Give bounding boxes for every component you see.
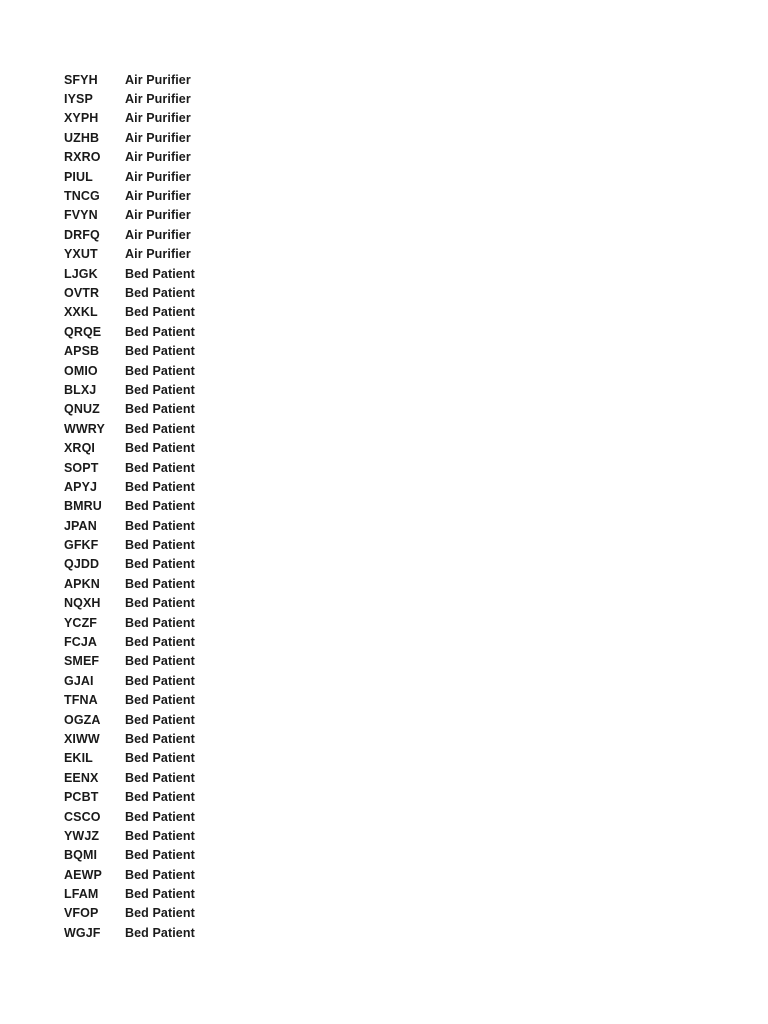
- item-category: Bed Patient: [125, 906, 195, 921]
- item-code: IYSP: [64, 92, 93, 107]
- item-code: SOPT: [64, 460, 99, 475]
- list-item: [64, 710, 195, 729]
- item-code: OGZA: [64, 712, 101, 727]
- item-category: Bed Patient: [125, 770, 195, 785]
- list-item: [64, 904, 195, 923]
- list-item: [64, 516, 195, 535]
- list-item: [64, 729, 195, 748]
- list-item: [64, 419, 195, 438]
- item-code: CSCO: [64, 809, 101, 824]
- item-category: Bed Patient: [125, 809, 195, 824]
- item-category: Bed Patient: [125, 479, 195, 494]
- item-code: QNUZ: [64, 402, 100, 417]
- list-item: [64, 632, 195, 651]
- item-category: Bed Patient: [125, 305, 195, 320]
- item-code: BLXJ: [64, 382, 97, 397]
- list-item: [64, 361, 195, 380]
- list-item: [64, 70, 195, 89]
- item-category: Bed Patient: [125, 576, 195, 591]
- item-category: Bed Patient: [125, 867, 195, 882]
- item-code: XRQI: [64, 441, 95, 456]
- item-list: [64, 70, 195, 943]
- list-item: [64, 322, 195, 341]
- item-category: Bed Patient: [125, 925, 195, 940]
- item-category: Bed Patient: [125, 596, 195, 611]
- item-category: Bed Patient: [125, 693, 195, 708]
- item-code: APKN: [64, 576, 100, 591]
- item-category: Bed Patient: [125, 518, 195, 533]
- item-code: YXUT: [64, 247, 98, 262]
- list-item: [64, 186, 195, 205]
- item-code: OMIO: [64, 363, 98, 378]
- item-code: VFOP: [64, 906, 99, 921]
- list-item: [64, 497, 195, 516]
- item-code: PCBT: [64, 790, 99, 805]
- item-category: Air Purifier: [125, 227, 191, 242]
- item-category: Air Purifier: [125, 208, 191, 223]
- item-category: Bed Patient: [125, 635, 195, 650]
- item-code: BMRU: [64, 499, 102, 514]
- list-item: [64, 749, 195, 768]
- item-code: WWRY: [64, 421, 105, 436]
- item-code: EKIL: [64, 751, 93, 766]
- item-code: YCZF: [64, 615, 98, 630]
- list-item: [64, 341, 195, 360]
- list-item: [64, 923, 195, 942]
- item-category: Bed Patient: [125, 790, 195, 805]
- item-category: Bed Patient: [125, 363, 195, 378]
- list-item: [64, 245, 195, 264]
- list-item: [64, 671, 195, 690]
- item-code: TNCG: [64, 189, 100, 204]
- item-category: Bed Patient: [125, 266, 195, 281]
- item-code: DRFQ: [64, 227, 100, 242]
- item-category: Air Purifier: [125, 111, 191, 126]
- item-code: PIUL: [64, 169, 93, 184]
- list-item: [64, 477, 195, 496]
- item-code: SMEF: [64, 654, 100, 669]
- item-category: Air Purifier: [125, 189, 191, 204]
- item-category: Bed Patient: [125, 499, 195, 514]
- item-code: AEWP: [64, 867, 102, 882]
- item-code: LJGK: [64, 266, 98, 281]
- item-category: Bed Patient: [125, 344, 195, 359]
- list-item: [64, 400, 195, 419]
- list-item: [64, 807, 195, 826]
- list-item: [64, 264, 195, 283]
- list-item: [64, 884, 195, 903]
- item-code: BQMI: [64, 848, 98, 863]
- item-code: JPAN: [64, 518, 97, 533]
- item-category: Bed Patient: [125, 848, 195, 863]
- list-item: [64, 865, 195, 884]
- item-category: Bed Patient: [125, 673, 195, 688]
- item-code: APSB: [64, 344, 100, 359]
- item-category: Bed Patient: [125, 654, 195, 669]
- item-category: Bed Patient: [125, 441, 195, 456]
- item-category: Bed Patient: [125, 382, 195, 397]
- list-item: [64, 128, 195, 147]
- item-code: YWJZ: [64, 828, 100, 843]
- list-item: [64, 109, 195, 128]
- list-item: [64, 167, 195, 186]
- item-category: Bed Patient: [125, 538, 195, 553]
- item-code: SFYH: [64, 72, 98, 87]
- item-category: Air Purifier: [125, 169, 191, 184]
- item-category: Bed Patient: [125, 828, 195, 843]
- list-item: [64, 148, 195, 167]
- item-code: XXKL: [64, 305, 98, 320]
- item-code: WGJF: [64, 925, 101, 940]
- list-item: [64, 283, 195, 302]
- list-item: [64, 652, 195, 671]
- item-code: NQXH: [64, 596, 101, 611]
- item-code: APYJ: [64, 479, 98, 494]
- list-item: [64, 787, 195, 806]
- item-code: EENX: [64, 770, 99, 785]
- item-code: XYPH: [64, 111, 99, 126]
- list-item: [64, 380, 195, 399]
- item-code: LFAM: [64, 887, 99, 902]
- list-item: [64, 826, 195, 845]
- item-category: Air Purifier: [125, 92, 191, 107]
- list-item: [64, 458, 195, 477]
- item-category: Bed Patient: [125, 887, 195, 902]
- item-category: Bed Patient: [125, 615, 195, 630]
- item-category: Bed Patient: [125, 751, 195, 766]
- item-code: TFNA: [64, 693, 98, 708]
- list-item: [64, 613, 195, 632]
- list-item: [64, 574, 195, 593]
- item-code: OVTR: [64, 285, 100, 300]
- item-category: Bed Patient: [125, 731, 195, 746]
- item-category: Bed Patient: [125, 712, 195, 727]
- list-item: [64, 438, 195, 457]
- list-item: [64, 89, 195, 108]
- item-category: Bed Patient: [125, 285, 195, 300]
- list-item: [64, 225, 195, 244]
- item-code: FCJA: [64, 635, 98, 650]
- item-code: GJAI: [64, 673, 94, 688]
- item-code: XIWW: [64, 731, 100, 746]
- list-item: [64, 555, 195, 574]
- item-category: Air Purifier: [125, 247, 191, 262]
- item-category: Bed Patient: [125, 557, 195, 572]
- item-category: Air Purifier: [125, 72, 191, 87]
- item-category: Bed Patient: [125, 460, 195, 475]
- list-item: [64, 594, 195, 613]
- item-code: GFKF: [64, 538, 99, 553]
- item-category: Bed Patient: [125, 402, 195, 417]
- item-code: FVYN: [64, 208, 98, 223]
- list-item: [64, 535, 195, 554]
- item-code: QRQE: [64, 324, 102, 339]
- list-item: [64, 768, 195, 787]
- list-item: [64, 691, 195, 710]
- item-category: Bed Patient: [125, 324, 195, 339]
- item-category: Air Purifier: [125, 150, 191, 165]
- item-category: Bed Patient: [125, 421, 195, 436]
- item-code: QJDD: [64, 557, 100, 572]
- item-code: RXRO: [64, 150, 101, 165]
- item-code: UZHB: [64, 130, 100, 145]
- list-item: [64, 846, 195, 865]
- item-category: Air Purifier: [125, 130, 191, 145]
- list-item: [64, 303, 195, 322]
- list-item: [64, 206, 195, 225]
